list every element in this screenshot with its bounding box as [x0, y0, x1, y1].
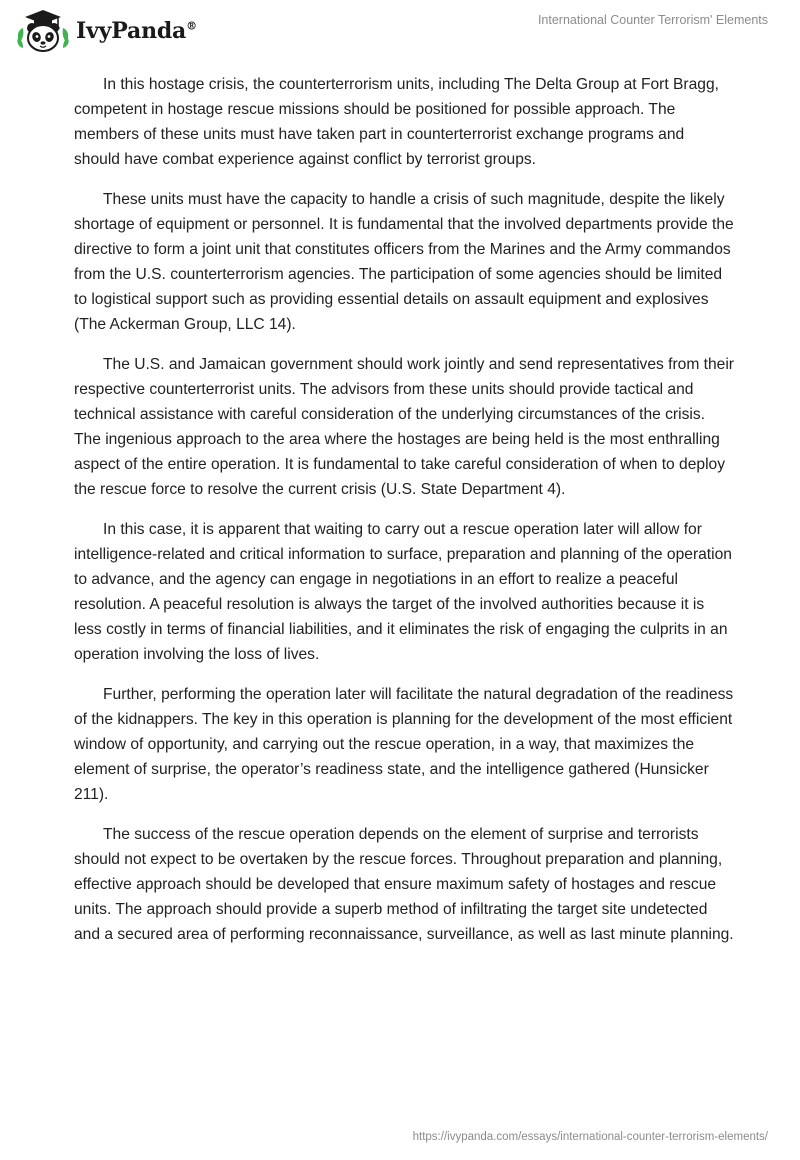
brand-name: IvyPanda®: [76, 18, 197, 44]
source-url[interactable]: https://ivypanda.com/essays/international-counter-terrorism-elements/: [412, 1131, 768, 1143]
paragraph-1: In this hostage crisis, the counterterrorism units, including The Delta Group at Fort Bragg, competent in hostage rescue missions should be positioned for possible approach. The members of these units must have taken part in counterterrorist exchange programs and should have combat experience against conflict by terrorist groups.: [74, 76, 719, 168]
paragraph-6: The success of the rescue operation depends on the element of surprise and terrorists should not expect to be overtaken by the rescue forces. Throughout preparation and planning, effective approach should be developed that ensure maximum safety of hostages and rescue units. The approach should provide a superb method of infiltrating the target site undetected and a secured area of performing reconnaissance, surveillance, as well as last minute planning.: [74, 826, 734, 943]
page-header: [0, 0, 800, 70]
registered-mark: ®: [186, 19, 197, 33]
ivypanda-logo[interactable]: [14, 8, 197, 54]
panda-graduate-icon: [14, 8, 72, 54]
paragraph-5: Further, performing the operation later will facilitate the natural degradation of the readiness of the kidnappers. The key in this operation is planning for the development of the most efficient window of opportunity, and carrying out the rescue operation, in a way, that maximizes the element of surprise, the operator’s readiness state, and the intelligence gathered (Hunsicker 211).: [74, 686, 734, 803]
document-title: International Counter Terrorism' Elements: [537, 13, 768, 27]
paragraph-4: In this case, it is apparent that waiting to carry out a rescue operation later will allow for intelligence-related and critical information to surface, preparation and planning of the operation to advance, and the agency can engage in negotiations in an effort to realize a peaceful resolution. A peaceful resolution is always the target of the involved authorities because it is less costly in terms of financial liabilities, and it eliminates the risk of engaging the culprits in an operation involving the loss of lives.: [74, 521, 732, 663]
paragraph-3: The U.S. and Jamaican government should work jointly and send representatives from their respective counterterrorist units. The advisors from these units should provide tactical and technical assistance with careful consideration of the underlying circumstances of the crisis. The ingenious approach to the area where the hostages are being held is the most enthralling aspect of the entire operation. It is fundamental to take careful consideration of when to deploy the rescue force to resolve the current crisis (U.S. State Department 4).: [74, 356, 734, 498]
essay-body: [74, 72, 734, 962]
paragraph-2: These units must have the capacity to handle a crisis of such magnitude, despite the likely shortage of equipment or personnel. It is fundamental that the involved departments provide the directive to form a joint unit that constitutes officers from the Marines and the Army commandos from the U.S. counterterrorism agencies. The participation of some agencies should be limited to logistical support such as providing essential details on assault equipment and explosives (The Ackerman Group, LLC 14).: [74, 191, 734, 333]
